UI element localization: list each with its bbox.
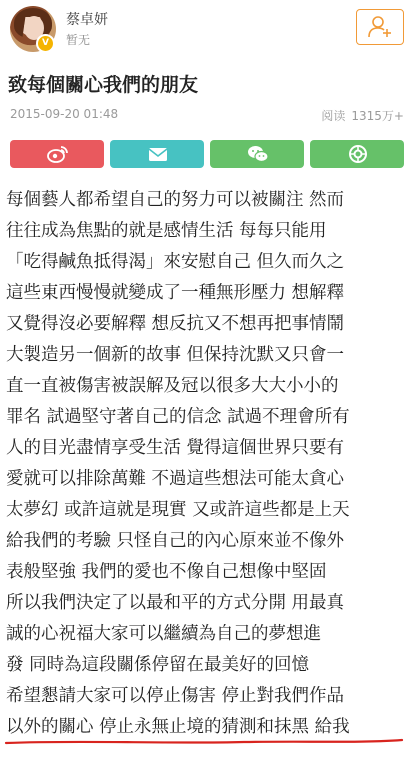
paragraph-line: 人的目光盡情享受生活 覺得這個世界只要有 <box>6 438 345 458</box>
author-status: 暂无 <box>66 33 91 47</box>
paragraph-line: 「吃得鹹魚抵得渴」來安慰自己 但久而久之 <box>6 252 345 272</box>
author-name[interactable]: 蔡卓妍 <box>66 12 108 28</box>
paragraph-line: 這些東西慢慢就變成了一種無形壓力 想解釋 <box>6 283 345 303</box>
read-label: 阅读 <box>321 109 346 123</box>
paragraph-line: 直一直被傷害被誤解及冠以很多大大小小的 <box>6 376 339 396</box>
share-moments-button[interactable] <box>310 140 404 168</box>
share-mail-button[interactable] <box>110 140 204 168</box>
paragraph-line: 太夢幻 或許這就是現實 又或許這些都是上天 <box>6 500 350 520</box>
read-count <box>321 107 404 124</box>
paragraph-line: 發 同時為這段關係停留在最美好的回憶 <box>6 655 310 675</box>
moments-icon <box>347 144 369 164</box>
publish-date: 2015-09-20 01:48 <box>10 107 119 121</box>
weibo-icon <box>47 144 69 164</box>
paragraph-line: 所以我們決定了以最和平的方式分開 用最真 <box>6 593 345 613</box>
article-title: 致每個關心我們的朋友 <box>8 74 199 96</box>
share-wechat-button[interactable] <box>210 140 304 168</box>
paragraph-line: 往往成為焦點的就是感情生活 每每只能用 <box>6 221 327 241</box>
red-underline-annotation <box>4 738 404 746</box>
share-weibo-button[interactable] <box>10 140 104 168</box>
paragraph-line: 給我們的考驗 只怪自己的內心原來並不像外 <box>6 531 345 551</box>
paragraph-line: 愛就可以排除萬難 不過這些想法可能太貪心 <box>6 469 345 489</box>
follow-button[interactable] <box>356 9 404 45</box>
wechat-icon <box>247 144 269 164</box>
paragraph-line: 每個藝人都希望自己的努力可以被關注 然而 <box>6 190 345 210</box>
paragraph-line: 誠的心祝福大家可以繼續為自己的夢想進 <box>6 624 321 644</box>
mail-icon <box>147 144 169 164</box>
paragraph-line: 表般堅強 我們的愛也不像自己想像中堅固 <box>6 562 327 582</box>
paragraph-line: 又覺得沒必要解釋 想反抗又不想再把事情鬧 <box>6 314 345 334</box>
verified-badge-icon: V <box>36 34 55 53</box>
add-user-icon <box>368 15 392 39</box>
paragraph-line: 罪名 試過堅守著自己的信念 試過不理會所有 <box>6 407 350 427</box>
paragraph-line: 以外的關心 停止永無止境的猜測和抹黑 給我 <box>6 717 350 737</box>
share-bar <box>10 140 404 168</box>
read-count-value: 1315万+ <box>351 109 404 123</box>
paragraph-line: 大製造另一個新的故事 但保持沈默又只會一 <box>6 345 345 365</box>
profile-header <box>0 0 414 56</box>
paragraph-line: 希望懇請大家可以停止傷害 停止對我們作品 <box>6 686 345 706</box>
